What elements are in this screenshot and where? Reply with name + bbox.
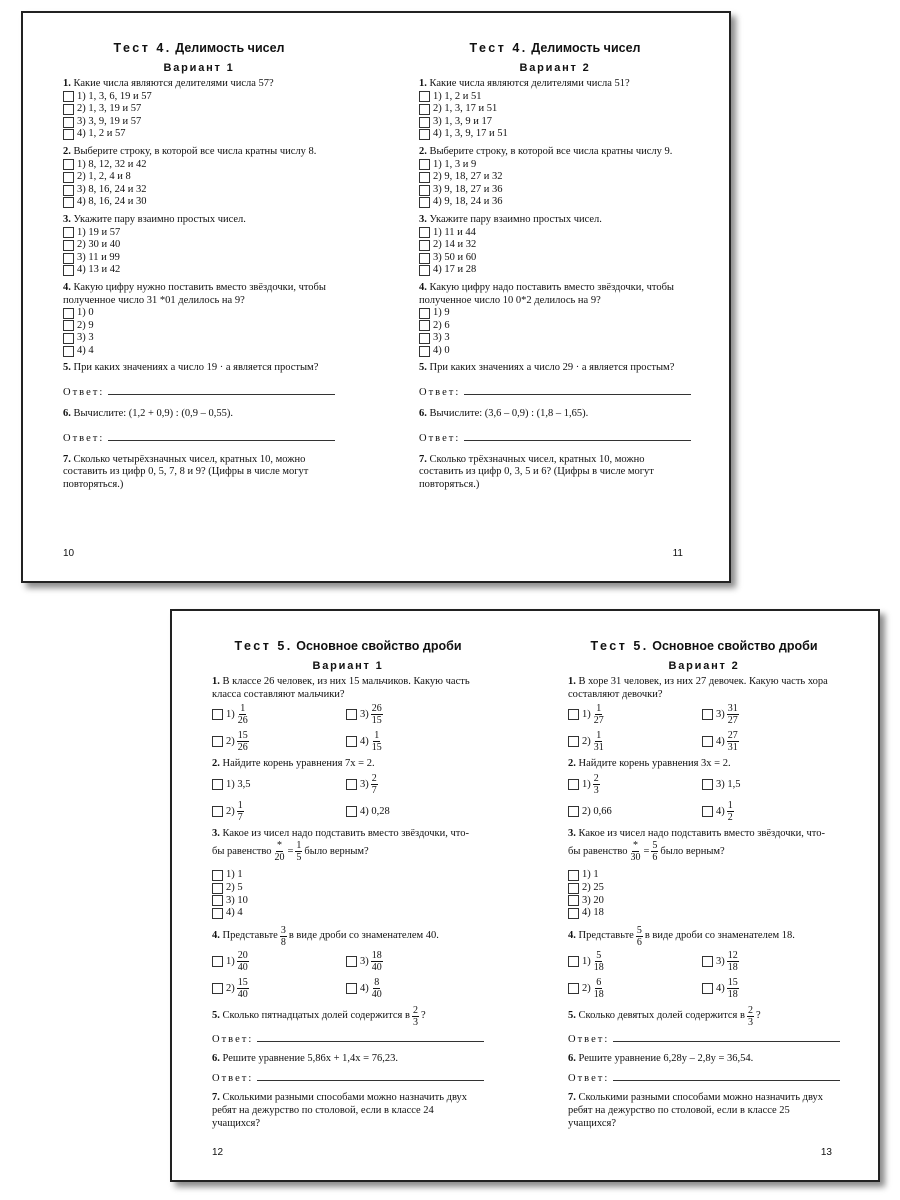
checkbox[interactable]: [63, 333, 74, 344]
fraction: $\frac{6}{18}$: [593, 976, 604, 1000]
answer-option[interactable]: 1) 1, 3 и 9: [419, 159, 691, 172]
checkbox[interactable]: [63, 117, 74, 128]
answer-option[interactable]: 1) 9: [419, 307, 691, 320]
checkbox[interactable]: [568, 709, 579, 720]
checkbox[interactable]: [63, 265, 74, 276]
checkbox[interactable]: [568, 806, 579, 817]
answer-line[interactable]: Ответ:: [63, 387, 335, 398]
variant-heading: Вариант 2: [519, 62, 591, 74]
answer-option[interactable]: 4) 18: [568, 907, 840, 920]
fraction: $\frac{20}{40}$: [237, 949, 248, 973]
answer-option[interactable]: 2) 5: [212, 882, 484, 895]
answer-option[interactable]: 2) 1, 3, 17 и 51: [419, 103, 691, 116]
answer-option[interactable]: 2) 25: [568, 882, 840, 895]
fraction: $\frac{1}{31}$: [593, 730, 604, 754]
checkbox[interactable]: [63, 172, 74, 183]
checkbox[interactable]: [212, 870, 223, 881]
checkbox[interactable]: [63, 308, 74, 319]
question-2: 2. Выберите строку, в которой все числа кратны числу 9. 1) 1, 3 и 9 2) 9, 18, 27 и 32 3) 9, 18, 27 и 36 4) 9, 18, 24 и 36: [419, 146, 691, 209]
checkbox[interactable]: [212, 709, 223, 720]
answer-option[interactable]: 4) 0: [419, 345, 691, 358]
page-number: 12: [212, 1147, 224, 1158]
answer-option[interactable]: 3) 3: [63, 332, 335, 345]
question-5: 5. При каких значениях a число 19 · a является простым? Ответ:: [63, 362, 335, 398]
fraction: $\frac{1}{26}$: [237, 703, 248, 727]
fraction: $\frac{12}{18}$: [727, 949, 738, 973]
answer-option[interactable]: 4) 13 и 42: [63, 264, 335, 277]
fraction: $\frac{*}{30}$: [630, 840, 641, 864]
question-1: 1. В хоре 31 человек, из них 27 девочек. Какую часть хора составляют девочки? 1) $\frac{1}{27}$ 3) $\frac{31}{27}$ 2) $\frac{1}{31}$ 4) $\frac{27}{31}$: [568, 676, 840, 753]
checkbox[interactable]: [702, 956, 713, 967]
page-title: Тест 4. Делимость чисел: [469, 41, 641, 55]
fraction: $\frac{18}{40}$: [371, 949, 382, 973]
checkbox[interactable]: [419, 240, 430, 251]
checkbox[interactable]: [419, 333, 430, 344]
answer-option[interactable]: 1) $\frac{20}{40}$: [212, 950, 346, 973]
answer-option[interactable]: 2) 1, 3, 19 и 57: [63, 103, 335, 116]
checkbox[interactable]: [419, 104, 430, 115]
question-7: 7. Сколько четырёхзначных чисел, кратных 10, можно составить из цифр 0, 5, 7, 8 и 9? (Цифры в числе могут повторяться.): [63, 453, 309, 490]
checkbox[interactable]: [212, 895, 223, 906]
answer-option[interactable]: 3) $\frac{31}{27}$: [702, 703, 836, 726]
page-number: 11: [672, 548, 683, 559]
answer-option[interactable]: 1) $\frac{1}{26}$: [212, 703, 346, 726]
answer-option[interactable]: 4) 17 и 28: [419, 264, 691, 277]
checkbox[interactable]: [346, 709, 357, 720]
checkbox[interactable]: [63, 185, 74, 196]
answer-line[interactable]: Ответ:: [63, 433, 335, 444]
answer-option[interactable]: 3) 1,5: [702, 773, 836, 796]
checkbox[interactable]: [568, 908, 579, 919]
answer-line[interactable]: Ответ:: [419, 433, 691, 444]
fraction: $\frac{5}{6}$: [636, 924, 642, 948]
checkbox[interactable]: [702, 779, 713, 790]
question-1: 1. В классе 26 человек, из них 15 мальчиков. Какую часть класса составляют мальчики? 1) $\frac{1}{26}$ 3) $\frac{26}{15}$ 2) $\frac{15}{26}$ 4) $\frac{1}{15}$: [212, 676, 484, 753]
question-5: 5. Сколько девятых долей содержится в $\frac{2}{3}$ ? Ответ:: [568, 1005, 840, 1045]
answer-option[interactable]: 3) 3: [419, 332, 691, 345]
answer-option[interactable]: 1) 11 и 44: [419, 227, 691, 240]
page-11: [376, 13, 729, 581]
fraction: $\frac{15}{26}$: [237, 730, 248, 754]
answer-option[interactable]: 2) 9, 18, 27 и 32: [419, 171, 691, 184]
question-6: 6. Вычислите: (3,6 – 0,9) : (1,8 – 1,65). Ответ:: [419, 408, 691, 444]
answer-option[interactable]: 3) 50 и 60: [419, 252, 691, 265]
question-5: 5. Сколько пятнадцатых долей содержится в $\frac{2}{3}$ ? Ответ:: [212, 1005, 484, 1045]
checkbox[interactable]: [419, 185, 430, 196]
question-4: 4. Представьте $\frac{3}{8}$ в виде дроби со знаменателем 40. 1) $\frac{20}{40}$ 3) $\frac{18}{40}$ 2) $\frac{15}{40}$ 4) $\frac{8}{40}$: [212, 925, 484, 1000]
checkbox[interactable]: [419, 346, 430, 357]
checkbox[interactable]: [419, 227, 430, 238]
answer-line[interactable]: Ответ:: [568, 1034, 840, 1045]
fraction: $\frac{3}{8}$: [280, 924, 286, 948]
answer-line[interactable]: Ответ:: [419, 387, 691, 398]
answer-option[interactable]: 3) 10: [212, 895, 484, 908]
question-1: 1. Какие числа являются делителями числа 57? 1) 1, 3, 6, 19 и 57 2) 1, 3, 19 и 57 3) 3, 9, 19 и 57 4) 1, 2 и 57: [63, 78, 335, 141]
checkbox[interactable]: [346, 806, 357, 817]
checkbox[interactable]: [419, 91, 430, 102]
answer-option[interactable]: 3) 1, 3, 9 и 17: [419, 116, 691, 129]
fraction: $\frac{31}{27}$: [727, 703, 738, 727]
question-3: 3. Укажите пару взаимно простых чисел. 1) 19 и 57 2) 30 и 40 3) 11 и 99 4) 13 и 42: [63, 214, 335, 277]
answer-option[interactable]: 2) 1, 2, 4 и 8: [63, 171, 335, 184]
checkbox[interactable]: [212, 883, 223, 894]
fraction: $\frac{8}{40}$: [371, 976, 382, 1000]
checkbox[interactable]: [212, 983, 223, 994]
checkbox[interactable]: [63, 240, 74, 251]
answer-line[interactable]: Ответ:: [212, 1034, 484, 1045]
checkbox[interactable]: [568, 736, 579, 747]
question-3: 3. Укажите пару взаимно простых чисел. 1) 11 и 44 2) 14 и 32 3) 50 и 60 4) 17 и 28: [419, 214, 691, 277]
answer-option[interactable]: 1) $\frac{5}{18}$: [568, 950, 702, 973]
answer-option[interactable]: 1) 1, 3, 6, 19 и 57: [63, 91, 335, 104]
checkbox[interactable]: [63, 159, 74, 170]
question-2: 2. Найдите корень уравнения 3x = 2. 1) $\frac{2}{3}$ 3) 1,5 2) 0,66 4) $\frac{1}{2}$: [568, 758, 840, 823]
answer-option[interactable]: 4) 1, 2 и 57: [63, 128, 335, 141]
book-spread-test-5: [170, 609, 880, 1182]
fraction: $\frac{27}{31}$: [727, 730, 738, 754]
checkbox[interactable]: [63, 320, 74, 331]
checkbox[interactable]: [63, 227, 74, 238]
answer-line[interactable]: Ответ:: [568, 1073, 840, 1084]
checkbox[interactable]: [212, 806, 223, 817]
question-4: 4. Какую цифру нужно поставить вместо звёздочки, чтобы полученное число 31 *01 делилось на 9? 1) 0 2) 9 3) 3 4) 4: [63, 282, 335, 358]
checkbox[interactable]: [419, 129, 430, 140]
answer-option[interactable]: 2) 14 и 32: [419, 239, 691, 252]
checkbox[interactable]: [702, 709, 713, 720]
answer-option[interactable]: 1) 19 и 57: [63, 227, 335, 240]
answer-option[interactable]: 2) 6: [419, 320, 691, 333]
answer-option[interactable]: 3) 8, 16, 24 и 32: [63, 184, 335, 197]
checkbox[interactable]: [346, 736, 357, 747]
fraction: $\frac{*}{20}$: [274, 840, 285, 864]
answer-option[interactable]: 1) 1: [568, 869, 840, 882]
question-6: 6. Вычислите: (1,2 + 0,9) : (0,9 – 0,55). Ответ:: [63, 408, 335, 444]
answer-option[interactable]: 4) 9, 18, 24 и 36: [419, 196, 691, 209]
answer-option[interactable]: 3) $\frac{2}{7}$: [346, 773, 480, 796]
question-7: 7. Сколькими разными способами можно назначить двух ребят на дежурство по столовой, если в классе 24 учащихся?: [212, 1092, 468, 1129]
question-3: 3. Какое из чисел надо подставить вместо звёздочки, что- бы равенство $\frac{*}{20}$ = $\frac{1}{5}$ было верным? 1) 1 2) 5 3) 10 4) 4: [212, 828, 484, 920]
checkbox[interactable]: [346, 983, 357, 994]
answer-option[interactable]: 1) 1: [212, 869, 484, 882]
checkbox[interactable]: [702, 806, 713, 817]
checkbox[interactable]: [419, 320, 430, 331]
checkbox[interactable]: [419, 159, 430, 170]
checkbox[interactable]: [63, 104, 74, 115]
question-3: 3. Какое из чисел надо подставить вместо звёздочки, что- бы равенство $\frac{*}{30}$ = $\frac{5}{6}$ было верным? 1) 1 2) 25 3) 20 4) 18: [568, 828, 840, 920]
answer-option[interactable]: 2) $\frac{15}{40}$: [212, 977, 346, 1000]
checkbox[interactable]: [568, 779, 579, 790]
checkbox[interactable]: [212, 736, 223, 747]
answer-option[interactable]: 4) $\frac{1}{2}$: [702, 800, 836, 823]
answer-option[interactable]: 1) 8, 12, 32 и 42: [63, 159, 335, 172]
checkbox[interactable]: [212, 908, 223, 919]
answer-option[interactable]: 3) $\frac{26}{15}$: [346, 703, 480, 726]
question-1: 1. Какие числа являются делителями числа 51? 1) 1, 2 и 51 2) 1, 3, 17 и 51 3) 1, 3, 9 и 17 4) 1, 3, 9, 17 и 51: [419, 78, 691, 141]
question-5: 5. При каких значениях a число 29 · a является простым? Ответ:: [419, 362, 691, 398]
checkbox[interactable]: [63, 129, 74, 140]
checkbox[interactable]: [419, 197, 430, 208]
answer-option[interactable]: 4) 4: [212, 907, 484, 920]
answer-option[interactable]: 2) 0,66: [568, 800, 702, 823]
question-6: 6. Решите уравнение 5,86x + 1,4x = 76,23. Ответ:: [212, 1053, 484, 1085]
question-7: 7. Сколько трёхзначных чисел, кратных 10, можно составить из цифр 0, 3, 5 и 6? (Цифры в числе могут повторяться.): [419, 453, 654, 490]
checkbox[interactable]: [419, 172, 430, 183]
answer-option[interactable]: 2) $\frac{1}{31}$: [568, 730, 702, 753]
fraction: $\frac{5}{18}$: [593, 949, 604, 973]
answer-option[interactable]: 1) 0: [63, 307, 335, 320]
checkbox[interactable]: [63, 91, 74, 102]
fraction: $\frac{5}{6}$: [652, 840, 658, 864]
checkbox[interactable]: [568, 883, 579, 894]
fraction: $\frac{2}{3}$: [593, 772, 599, 796]
fraction: $\frac{26}{15}$: [371, 703, 382, 727]
answer-option[interactable]: 2) 30 и 40: [63, 239, 335, 252]
checkbox[interactable]: [346, 779, 357, 790]
checkbox[interactable]: [419, 117, 430, 128]
page-number: 10: [63, 548, 75, 559]
checkbox[interactable]: [419, 253, 430, 264]
page-title: Тест 5. Основное свойство дроби: [234, 639, 462, 653]
variant-heading: Вариант 2: [668, 660, 740, 672]
page-number: 13: [820, 1147, 832, 1158]
answer-option[interactable]: 2) $\frac{6}{18}$: [568, 977, 702, 1000]
answer-option[interactable]: 3) $\frac{18}{40}$: [346, 950, 480, 973]
answer-option[interactable]: 1) 3,5: [212, 773, 346, 796]
question-2: 2. Найдите корень уравнения 7x = 2. 1) 3,5 3) $\frac{2}{7}$ 2) $\frac{1}{7}$ 4) 0,28: [212, 758, 484, 823]
variant-heading: Вариант 1: [163, 62, 235, 74]
page-10: [23, 13, 376, 581]
answer-option[interactable]: 3) $\frac{12}{18}$: [702, 950, 836, 973]
answer-option[interactable]: 2) 9: [63, 320, 335, 333]
answer-line[interactable]: Ответ:: [212, 1073, 484, 1084]
answer-option[interactable]: 2) $\frac{1}{7}$: [212, 800, 346, 823]
question-6: 6. Решите уравнение 6,28y – 2,8y = 36,54. Ответ:: [568, 1053, 840, 1085]
checkbox[interactable]: [568, 983, 579, 994]
answer-option[interactable]: 2) $\frac{15}{26}$: [212, 730, 346, 753]
fraction: $\frac{1}{15}$: [371, 730, 382, 754]
question-2: 2. Выберите строку, в которой все числа кратны числу 8. 1) 8, 12, 32 и 42 2) 1, 2, 4 и 8 3) 8, 16, 24 и 32 4) 8, 16, 24 и 30: [63, 146, 335, 209]
question-4: 4. Представьте $\frac{5}{6}$ в виде дроби со знаменателем 18. 1) $\frac{5}{18}$ 3) $\frac{12}{18}$ 2) $\frac{6}{18}$ 4) $\frac{15}{18}$: [568, 925, 840, 1000]
answer-option[interactable]: 4) $\frac{1}{15}$: [346, 730, 480, 753]
page-title: Тест 4. Делимость чисел: [113, 41, 285, 55]
checkbox[interactable]: [568, 895, 579, 906]
book-spread-test-4: [21, 11, 731, 583]
question-7: 7. Сколькими разными способами можно назначить двух ребят на дежурство по столовой, если в классе 25 учащихся?: [568, 1092, 824, 1129]
checkbox[interactable]: [63, 253, 74, 264]
answer-option[interactable]: 4) $\frac{27}{31}$: [702, 730, 836, 753]
checkbox[interactable]: [568, 870, 579, 881]
answer-option[interactable]: 4) $\frac{8}{40}$: [346, 977, 480, 1000]
answer-option[interactable]: 1) $\frac{1}{27}$: [568, 703, 702, 726]
answer-option[interactable]: 1) 1, 2 и 51: [419, 91, 691, 104]
checkbox[interactable]: [212, 956, 223, 967]
checkbox[interactable]: [419, 308, 430, 319]
checkbox[interactable]: [702, 983, 713, 994]
checkbox[interactable]: [63, 346, 74, 357]
answer-option[interactable]: 4) 8, 16, 24 и 30: [63, 196, 335, 209]
checkbox[interactable]: [346, 956, 357, 967]
answer-option[interactable]: 4) 1, 3, 9, 17 и 51: [419, 128, 691, 141]
answer-option[interactable]: 4) 4: [63, 345, 335, 358]
fraction: $\frac{2}{3}$: [747, 1004, 753, 1028]
fraction: $\frac{2}{3}$: [412, 1004, 418, 1028]
answer-option[interactable]: 3) 9, 18, 27 и 36: [419, 184, 691, 197]
answer-option[interactable]: 3) 11 и 99: [63, 252, 335, 265]
checkbox[interactable]: [419, 265, 430, 276]
page-title: Тест 5. Основное свойство дроби: [590, 639, 818, 653]
fraction: $\frac{1}{5}$: [296, 840, 302, 864]
answer-option[interactable]: 4) $\frac{15}{18}$: [702, 977, 836, 1000]
answer-option[interactable]: 4) 0,28: [346, 800, 480, 823]
question-4: 4. Какую цифру надо поставить вместо звёздочки, чтобы полученное число 10 0*2 делилось на 9? 1) 9 2) 6 3) 3 4) 0: [419, 282, 691, 358]
checkbox[interactable]: [63, 197, 74, 208]
page-12: [172, 611, 525, 1180]
answer-option[interactable]: 3) 3, 9, 19 и 57: [63, 116, 335, 129]
fraction: $\frac{2}{7}$: [371, 772, 377, 796]
fraction: $\frac{15}{18}$: [727, 976, 738, 1000]
fraction: $\frac{1}{27}$: [593, 703, 604, 727]
answer-option[interactable]: 1) $\frac{2}{3}$: [568, 773, 702, 796]
fraction: $\frac{1}{2}$: [727, 799, 733, 823]
fraction: $\frac{15}{40}$: [237, 976, 248, 1000]
checkbox[interactable]: [702, 736, 713, 747]
checkbox[interactable]: [568, 956, 579, 967]
page-13: [525, 611, 878, 1180]
variant-heading: Вариант 1: [312, 660, 384, 672]
fraction: $\frac{1}{7}$: [237, 799, 243, 823]
answer-option[interactable]: 3) 20: [568, 895, 840, 908]
checkbox[interactable]: [212, 779, 223, 790]
